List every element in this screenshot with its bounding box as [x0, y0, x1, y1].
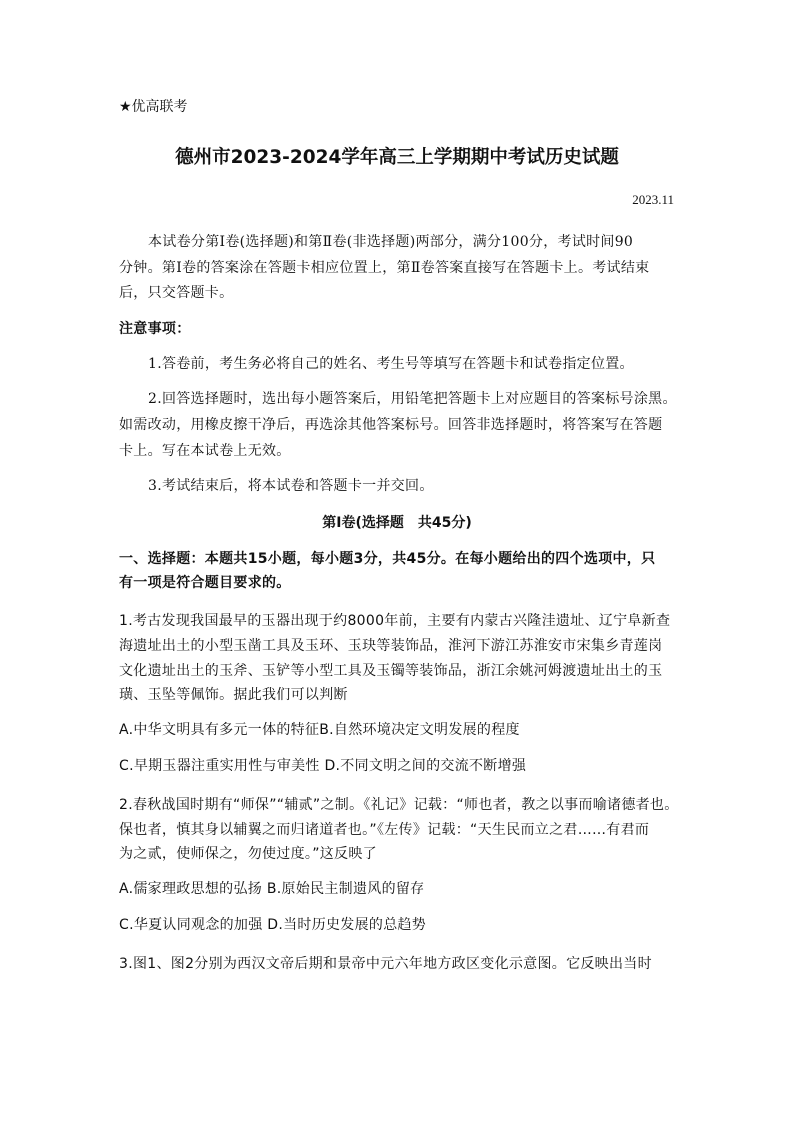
notice-item-2-line-1: 2.回答选择题时，选出每小题答案后，用铅笔把答题卡上对应题目的答案标号涂黑。 — [148, 391, 677, 407]
q1-stem-line-2: 海遗址出土的小型玉凿工具及玉环、玉玦等装饰品，淮河下游江苏淮安市宋集乡青莲岗 — [119, 638, 663, 654]
section-instructions-line-2: 有一项是符合题目要求的。 — [119, 575, 291, 591]
q2-options-ab: A.儒家理政思想的弘扬 B.原始民主制遗风的留存 — [119, 881, 425, 897]
intro-line-2: 分钟。第Ⅰ卷的答案涂在答题卡相应位置上，第Ⅱ卷答案直接写在答题卡上。考试结束 — [119, 260, 650, 276]
header-tag: ★优高联考 — [119, 99, 188, 115]
notice-item-2-line-3: 卡上。写在本试卷上无效。 — [119, 443, 291, 459]
page-title: 德州市2023-2024学年高三上学期期中考试历史试题 — [175, 147, 619, 168]
q1-options-ab: A.中华文明具有多元一体的特征B.自然环境决定文明发展的程度 — [119, 722, 520, 738]
intro-line-1: 本试卷分第Ⅰ卷(选择题)和第Ⅱ卷(非选择题)两部分，满分100分，考试时间90 — [148, 234, 634, 250]
q1-stem-line-3: 文化遗址出土的玉斧、玉铲等小型工具及玉镯等装饰品，浙江余姚河姆渡遗址出土的玉 — [119, 663, 663, 679]
intro-line-3: 后，只交答题卡。 — [119, 285, 234, 301]
section-title: 第Ⅰ卷(选择题 共45分) — [322, 515, 472, 531]
q1-stem-line-1: 1.考古发现我国最早的玉器出现于约8000年前，主要有内蒙古兴隆洼遗址、辽宁阜新查 — [119, 613, 671, 629]
q1-stem-line-4: 璜、玉坠等佩饰。据此我们可以判断 — [119, 687, 348, 703]
exam-date: 2023.11 — [632, 192, 674, 207]
q1-options-cd: C.早期玉器注重实用性与审美性 D.不同文明之间的交流不断增强 — [119, 758, 527, 774]
notice-item-1: 1.答卷前，考生务必将自己的姓名、考生号等填写在答题卡和试卷指定位置。 — [148, 356, 634, 372]
section-instructions-line-1: 一、选择题：本题共15小题，每小题3分，共45分。在每小题给出的四个选项中，只 — [119, 551, 656, 567]
notice-item-3: 3.考试结束后，将本试卷和答题卡一并交回。 — [148, 478, 434, 494]
q2-stem-line-2: 保也者，慎其身以辅翼之而归诸道者也。”《左传》记载：“天生民而立之君……有君而 — [119, 822, 650, 838]
notice-heading: 注意事项： — [119, 321, 191, 337]
notice-item-2-line-2: 如需改动，用橡皮擦干净后，再选涂其他答案标号。回答非选择题时，将答案写在答题 — [119, 417, 663, 433]
q2-stem-line-1: 2.春秋战国时期有“师保”“辅贰”之制。《礼记》记载：“师也者，教之以事而喻诸德者也。 — [119, 797, 679, 813]
q2-stem-line-3: 为之贰，使师保之，勿使过度。”这反映了 — [119, 846, 377, 862]
q3-stem-line-1: 3.图1、图2分别为西汉文帝后期和景帝中元六年地方政区变化示意图。它反映出当时 — [119, 956, 652, 972]
q2-options-cd: C.华夏认同观念的加强 D.当时历史发展的总趋势 — [119, 917, 427, 933]
